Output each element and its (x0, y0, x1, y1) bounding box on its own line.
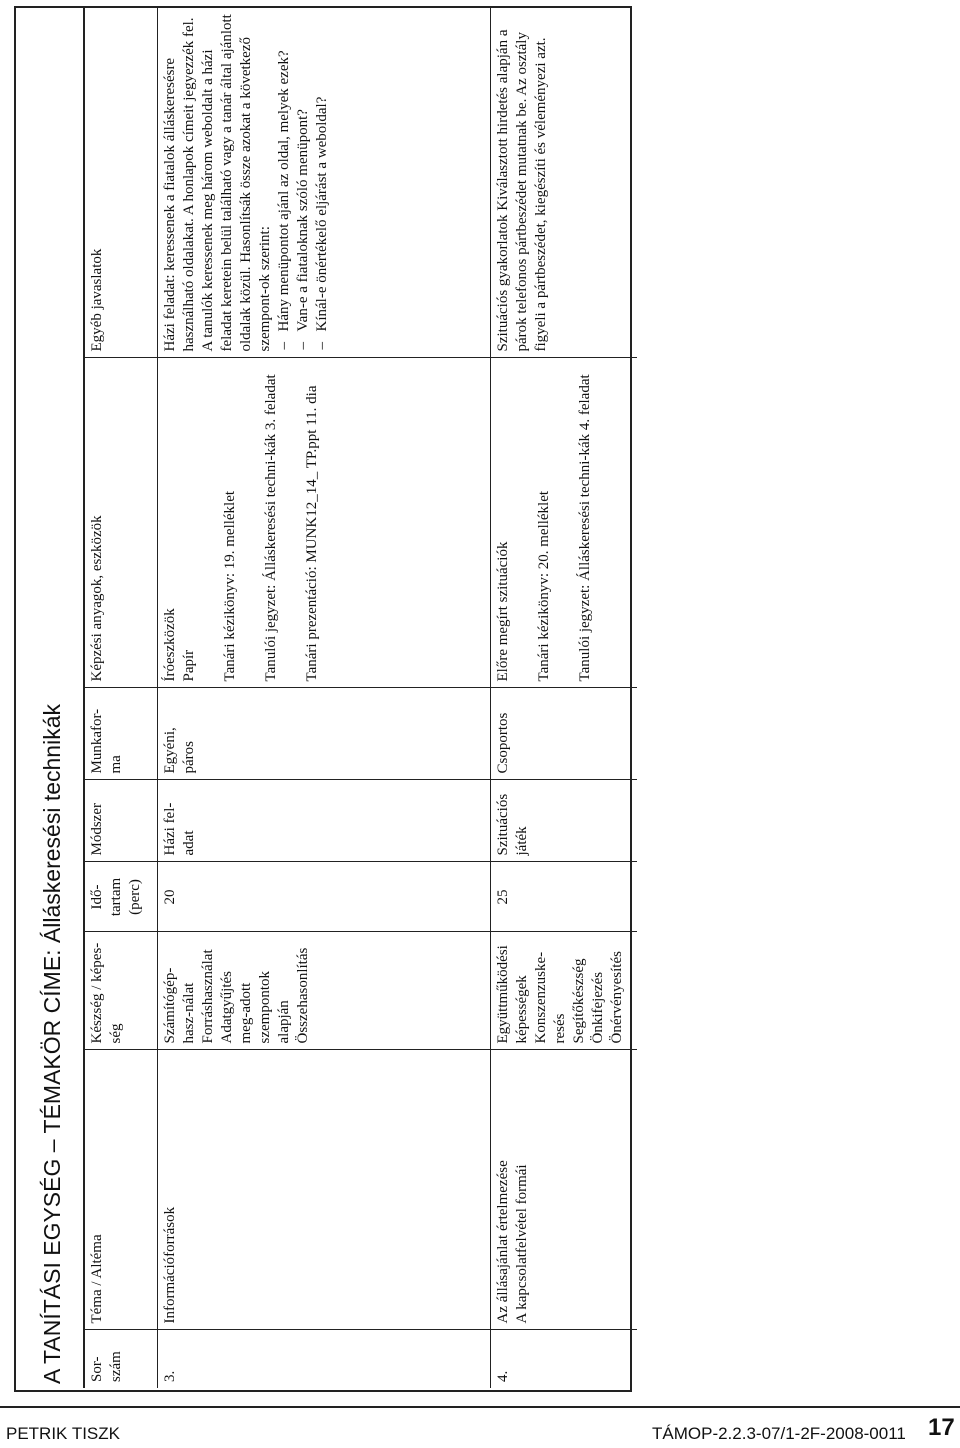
spacer (281, 365, 303, 682)
page-footer (0, 1406, 960, 1448)
row-skills (491, 932, 638, 1050)
material-item: Tanári kézikönyv: 19. melléklet (222, 490, 238, 682)
material-item: Papír (181, 649, 197, 682)
row-duration: 25 (491, 862, 638, 932)
rotated-page-frame (14, 6, 632, 1392)
row-materials (158, 358, 491, 688)
header-other: Egyéb javaslatok (85, 8, 158, 358)
spacer (513, 365, 535, 682)
skill-item: Összehasonlítás (295, 947, 311, 1044)
row-topic (158, 1050, 491, 1330)
lesson-plan-table-box (83, 8, 633, 1388)
material-item: Tanulói jegyzet: Álláskeresési techni-kák 4. feladat (577, 374, 593, 682)
header-materials: Képzési anyagok, eszközök (85, 358, 158, 688)
row-materials (491, 358, 638, 688)
row-method: Házi fel-adat (158, 780, 491, 862)
header-duration: Idő-tartam (perc) (85, 862, 158, 932)
list-item: – Van-e a fiataloknak szóló menüpont? (294, 14, 313, 352)
skill-item: Együttműködési képességek (495, 945, 530, 1044)
skill-item: Adatgyűjtés meg-adott szempontok alapján (219, 971, 292, 1044)
other-text: Házi feladat: keressenek a fiatalok álláskeresésre használható oldalakat. A honlapok címeit jegyezzék fel. A tanulók keressenek meg három weboldalt a házi feladat keretein belül található vagy a tanár által ajánlott oldalak közül. Hasonlítsák össze azokat a következő szempont-ok szerint: (162, 14, 273, 352)
header-number: Sor-szám (85, 1330, 158, 1388)
topic-line: A kapcsolatfelvétel formái (514, 1164, 530, 1324)
skill-item: Önérvényesítés (609, 951, 625, 1044)
topic-line: Az állásajánlat értelmezése (495, 1160, 511, 1324)
footer-org: PETRIK TISZK (6, 1424, 120, 1443)
header-method: Módszer (85, 780, 158, 862)
header-row (85, 8, 158, 1388)
row-skills (158, 932, 491, 1050)
table-row (158, 8, 491, 1388)
list-item: – Hány menüpontot ajánl az oldal, melyek ezek? (275, 14, 294, 352)
row-other (491, 8, 638, 358)
skill-item: Konszenzuske-resés (533, 951, 568, 1044)
row-number: 3. (158, 1330, 491, 1388)
row-duration: 20 (158, 862, 491, 932)
landscape-content (19, 8, 631, 1388)
row-work-form: Csoportos (491, 688, 638, 780)
row-method: Szituációs játék (491, 780, 638, 862)
lesson-plan-table (85, 8, 637, 1388)
table-row (491, 8, 638, 1388)
material-item: Tanári prezentáció: MUNK12_14_ TP.ppt 11. dia (304, 385, 320, 682)
spacer (554, 365, 576, 682)
skill-item: Önkifejezés (590, 971, 606, 1044)
header-topic: Téma / Altéma (85, 1050, 158, 1330)
topic-line: Információforrások (162, 1206, 178, 1324)
skill-item: Számítógép-hasz-nálat (162, 967, 197, 1044)
other-text: Szituációs gyakorlatok Kiválasztott hirdetés alapján a párok telefonos pártbeszédet mutatnak be. Az osztály figyeli a pártbeszédet, kiegészíti és véleményezi azt. (495, 29, 549, 352)
skill-item: Segítőkészség (571, 958, 587, 1044)
header-work-form: Munkafor-ma (85, 688, 158, 780)
spacer (199, 365, 221, 682)
page-number: 17 (928, 1414, 955, 1441)
unit-title: A TANÍTÁSI EGYSÉG – TÉMAKÖR CÍME: Álláskeresési technikák (39, 704, 65, 1384)
criteria-list (275, 14, 332, 352)
material-item: Íróeszközök (162, 608, 178, 682)
row-other (158, 8, 491, 358)
row-number: 4. (495, 1370, 511, 1382)
row-topic (491, 1050, 638, 1330)
material-item: Tanulói jegyzet: Álláskeresési techni-kák 3. feladat (263, 374, 279, 682)
list-item: – Kínál-e önértékelő eljárást a weboldal? (313, 14, 332, 352)
footer-project-code: TÁMOP-2.2.3-07/1-2F-2008-0011 (652, 1424, 906, 1443)
material-item: Előre megírt szituációk (495, 541, 511, 682)
spacer (240, 365, 262, 682)
material-item: Tanári kézikönyv: 20. melléklet (536, 490, 552, 682)
skill-item: Forráshasználat (200, 949, 216, 1044)
header-skills: Készség / képes-ség (85, 932, 158, 1050)
row-work-form: Egyéni, páros (158, 688, 491, 780)
